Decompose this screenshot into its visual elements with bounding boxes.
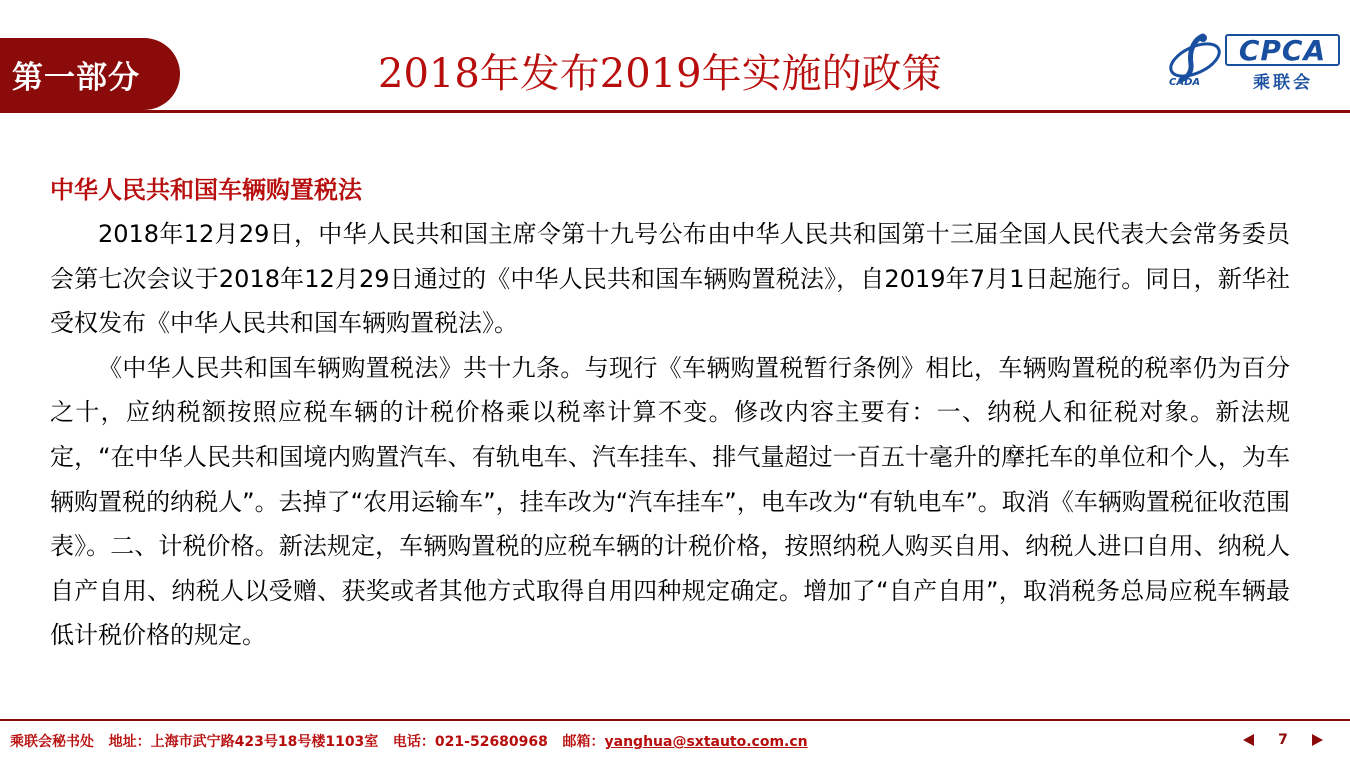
law-heading: 中华人民共和国车辆购置税法 xyxy=(50,176,362,204)
cada-label: CADA xyxy=(1169,77,1201,88)
footer-address: 地址：上海市武宁路423号18号楼1103室 xyxy=(108,734,379,750)
footer-email-link[interactable]: yanghua@sxtauto.com.cn xyxy=(604,734,808,750)
footer-org: 乘联会秘书处 xyxy=(10,734,94,750)
cpca-logo xyxy=(1165,30,1340,92)
page-title: 2018年发布2019年实施的政策 xyxy=(378,51,942,97)
footer-phone: 电话：021-52680968 xyxy=(392,734,548,750)
next-slide-icon[interactable] xyxy=(1312,734,1323,746)
section-tab xyxy=(0,38,180,110)
footer-contact xyxy=(10,731,808,751)
paragraph-2: 《中华人民共和国车辆购置税法》共十九条。与现行《车辆购置税暂行条例》相比，车辆购置税的税率仍为百分之十，应纳税额按照应税车辆的计税价格乘以税率计算不变。修改内容主要有：一、纳税人和征税对象。新法规定，“在中华人民共和国境内购置汽车、有轨电车、汽车挂车、排气量超过一百五十毫升的摩托车的单位和个人，为车辆购置税的纳税人”。去掉了“农用运输车”，挂车改为“汽车挂车”，电车改为“有轨电车”。取消《车辆购置税征收范围表》。二、计税价格。新法规定，车辆购置税的应税车辆的计税价格，按照纳税人购买自用、纳税人进口自用、纳税人自产自用、纳税人以受赠、获奖或者其他方式取得自用四种规定确定。增加了“自产自用”，取消税务总局应税车辆最低计税价格的规定。 xyxy=(50,353,1290,650)
paragraph-1: 2018年12月29日，中华人民共和国主席令第十九号公布由中华人民共和国第十三届全国人民代表大会常务委员会第七次会议于2018年12月29日通过的《中华人民共和国车辆购置税法》，自2019年7月1日起施行。同日，新华社受权发布《中华人民共和国车辆购置税法》。 xyxy=(50,220,1290,338)
logo-chinese-name: 乘联会 xyxy=(1253,73,1313,93)
footer-email-label: 邮箱： xyxy=(562,734,605,750)
page-number: 7 xyxy=(1278,732,1288,748)
pager xyxy=(1243,729,1323,751)
cpca-wordmark: CPCA xyxy=(1225,34,1340,66)
footer-divider xyxy=(0,719,1350,721)
content-area xyxy=(50,168,1290,658)
header-divider xyxy=(0,110,1350,113)
previous-slide-icon[interactable] xyxy=(1243,734,1254,746)
section-label: 第一部分 xyxy=(12,59,140,96)
